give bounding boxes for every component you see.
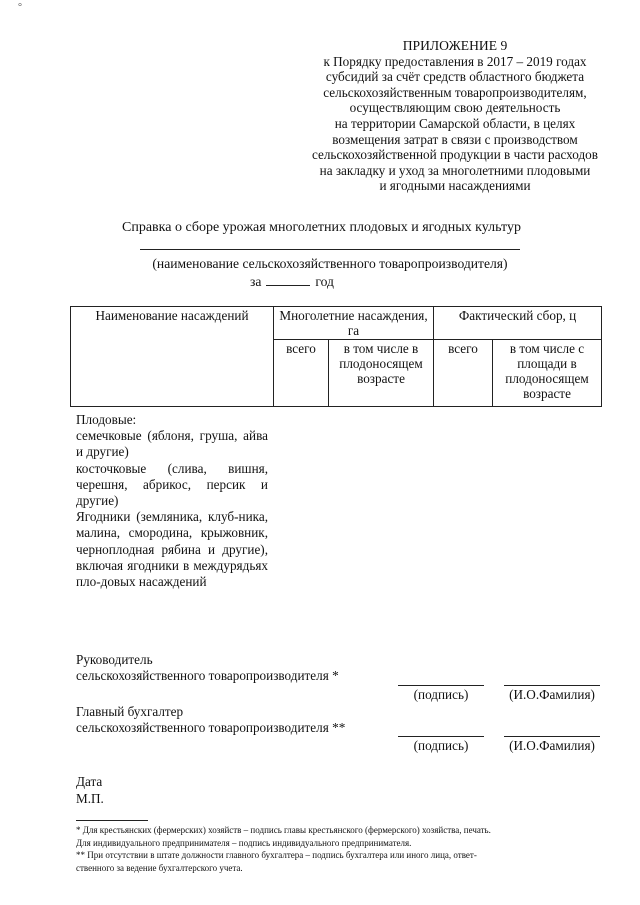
- accountant-signature-title: [76, 704, 345, 736]
- row-label: Ягодники (земляника, клуб-ника, малина, смородина, крыжовник, черноплодная рябина и другие), включая ягодники в междурядьях пло-довых насаждений: [76, 509, 268, 590]
- page-mark: °: [18, 2, 22, 13]
- accountant-name-caption: (И.О.Фамилия): [509, 738, 595, 753]
- head-signature-field[interactable]: [398, 685, 484, 686]
- appendix-line: на территории Самарской области, в целях: [334, 115, 576, 131]
- accountant-label-1: Главный бухгалтер: [76, 704, 184, 719]
- year-suffix: год: [315, 274, 334, 289]
- producer-name-field[interactable]: [140, 249, 520, 250]
- head-name-caption: (И.О.Фамилия): [509, 687, 595, 702]
- appendix-line: сельскохозяйственным товаропроизводителям,: [323, 84, 587, 100]
- footnote-line: * Для крестьянских (фермерских) хозяйств – подпись главы крестьянского (фермерского) хозяйства, печать.: [76, 825, 491, 835]
- footnotes: [76, 824, 606, 874]
- col-group-area: Многолетние насаждения, га: [274, 307, 434, 340]
- seal-label: М.П.: [76, 791, 104, 806]
- harvest-table: [70, 306, 602, 407]
- row-label: Плодовые:: [76, 412, 137, 427]
- col-header-name: Наименование насаждений: [71, 307, 274, 407]
- col-group-harvest: Фактический сбор, ц: [434, 307, 602, 340]
- appendix-line: к Порядку предоставления в 2017 – 2019 годах: [323, 53, 587, 69]
- appendix-line: субсидий за счёт средств областного бюджета: [325, 69, 585, 85]
- footnote-line: ** При отсутствии в штате должности главного бухгалтера – подпись бухгалтера или иного лица, ответ-: [76, 850, 477, 860]
- producer-name-caption: (наименование сельскохозяйственного товаропроизводителя): [152, 256, 508, 271]
- footnote-line: Для индивидуального предпринимателя – подпись индивидуального предпринимателя.: [76, 837, 412, 848]
- footnote-line: ственного за ведение бухгалтерского учета.: [76, 862, 243, 873]
- head-label-1: Руководитель: [76, 652, 153, 667]
- accountant-signature-caption: (подпись): [413, 738, 469, 753]
- appendix-line: осуществляющим свою деятельность: [349, 100, 561, 116]
- row-label: семечковые (яблоня, груша, айва и другие): [76, 428, 268, 460]
- head-name-field[interactable]: [504, 685, 600, 686]
- appendix-header: [300, 38, 610, 194]
- col-area-fruiting: в том числе в плодоносящем возрасте: [329, 340, 434, 407]
- document-title: Справка о сборе урожая многолетних плодовых и ягодных культур: [122, 220, 521, 235]
- col-harvest-total: всего: [434, 340, 493, 407]
- date-label: Дата: [76, 774, 103, 789]
- appendix-title: ПРИЛОЖЕНИЕ 9: [402, 38, 508, 53]
- footnote-divider: [76, 820, 148, 821]
- accountant-name-field[interactable]: [504, 736, 600, 737]
- appendix-line: сельскохозяйственной продукции в части расходов: [311, 147, 598, 163]
- row-label: косточковые (слива, вишня, черешня, абрикос, персик и другие): [76, 460, 268, 509]
- crop-rows: [76, 412, 268, 590]
- date-block: [76, 773, 104, 807]
- head-label-2: сельскохозяйственного товаропроизводителя *: [76, 668, 339, 684]
- year-prefix: за: [250, 274, 262, 289]
- accountant-label-2: сельскохозяйственного товаропроизводителя **: [76, 720, 346, 736]
- col-harvest-fruiting: в том числе с площади в плодоносящем возрасте: [493, 340, 602, 407]
- head-signature-caption: (подпись): [413, 687, 469, 702]
- head-signature-title: [76, 652, 339, 684]
- year-row: [250, 274, 390, 290]
- appendix-line: возмещения затрат в связи с производством: [332, 131, 578, 147]
- appendix-line: и ягодными насаждениями: [379, 178, 531, 194]
- col-area-total: всего: [274, 340, 329, 407]
- year-field[interactable]: [266, 274, 310, 286]
- appendix-line: на закладку и уход за многолетними плодовыми: [319, 162, 591, 178]
- accountant-signature-field[interactable]: [398, 736, 484, 737]
